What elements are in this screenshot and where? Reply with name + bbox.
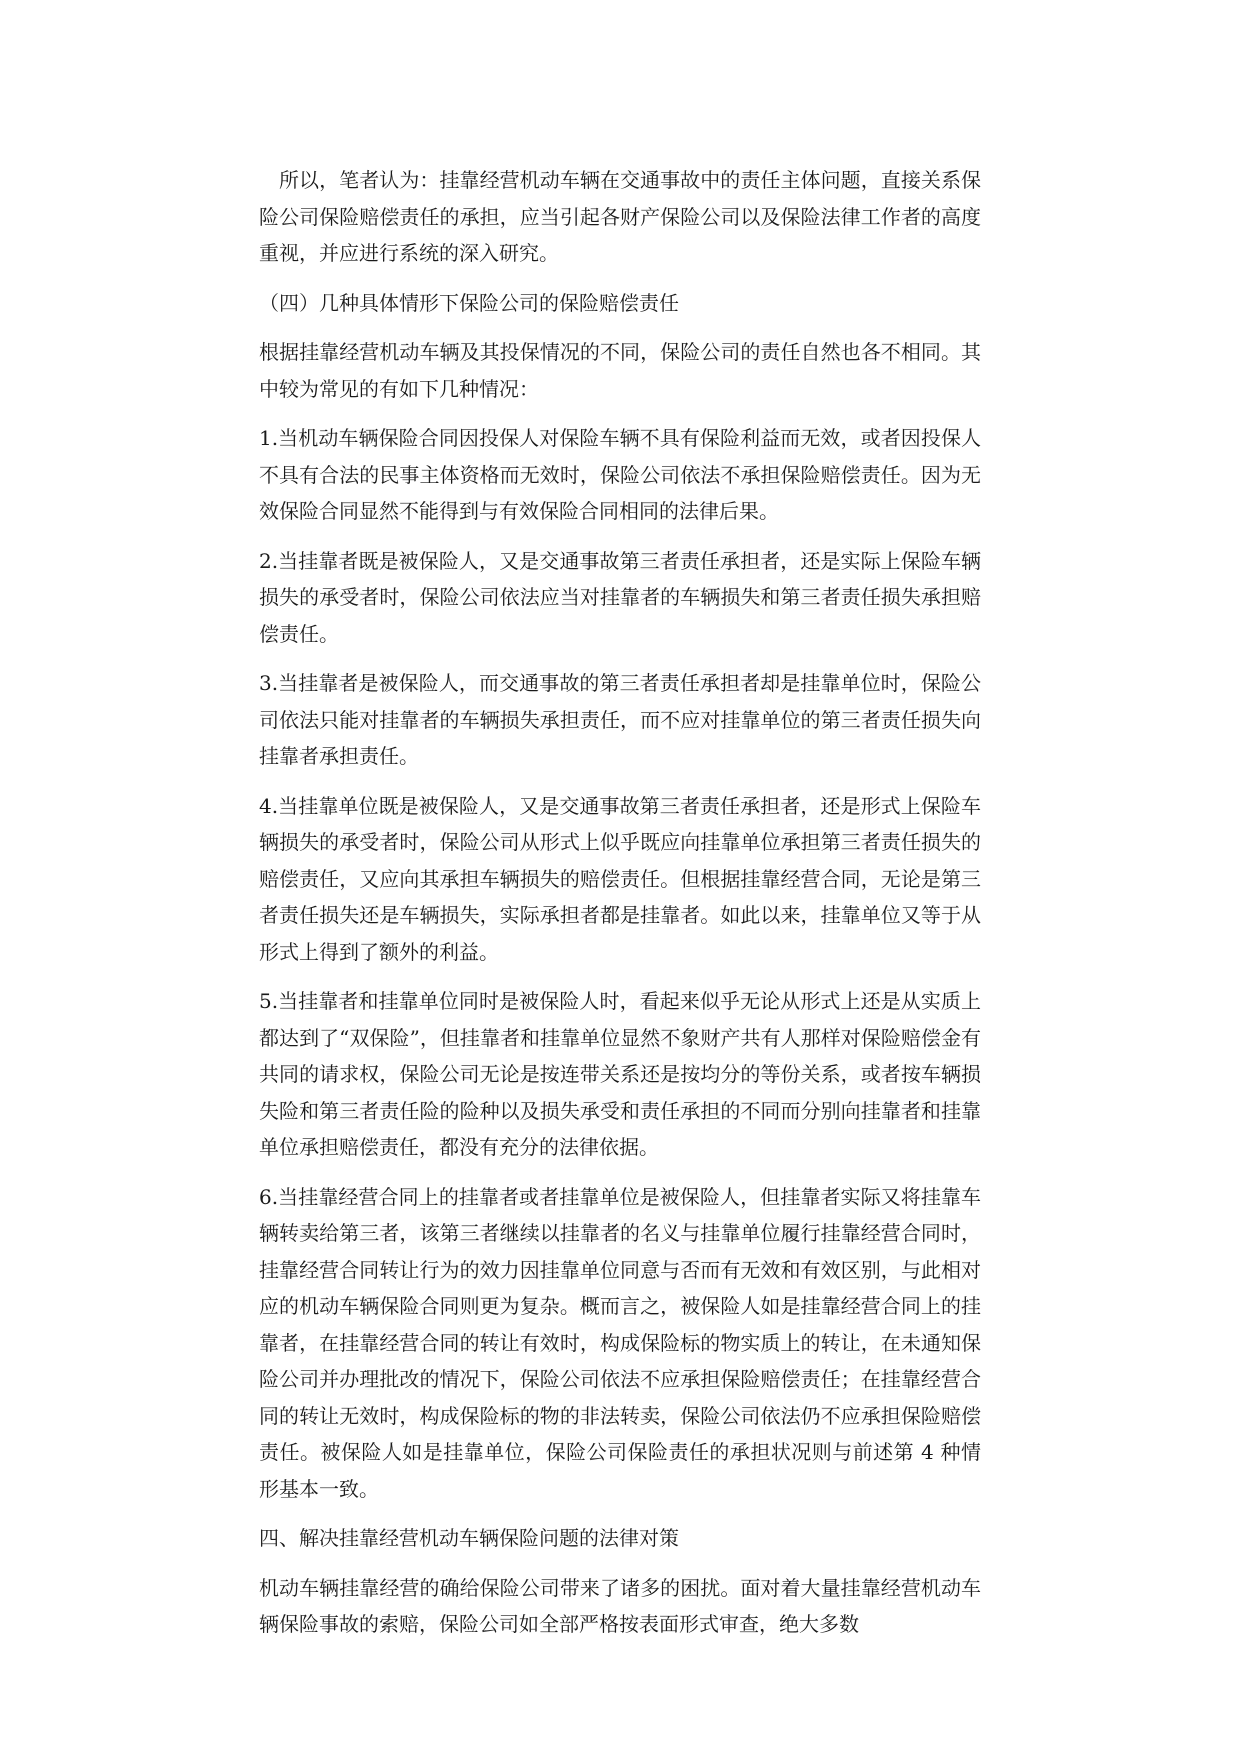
list-item-1: 1.当机动车辆保险合同因投保人对保险车辆不具有保险利益而无效，或者因投保人不具有合法的民事主体资格而无效时，保险公司依法不承担保险赔偿责任。因为无效保险合同显然不能得到与有效保险合同相同的法律后果。 (259, 426, 981, 523)
list-item-4: 4.当挂靠单位既是被保险人，又是交通事故第三者责任承担者，还是形式上保险车辆损失的承受者时，保险公司从形式上似乎既应向挂靠单位承担第三者责任损失的赔偿责任，又应向其承担车辆损失的赔偿责任。但根据挂靠经营合同，无论是第三者责任损失还是车辆损失，实际承担者都是挂靠者。如此以来，挂靠单位又等于从形式上得到了额外的利益。 (259, 793, 981, 964)
paragraph-intro: 根据挂靠经营机动车辆及其投保情况的不同，保险公司的责任自然也各不相同。其中较为常见的有如下几种情况： (259, 340, 981, 401)
document-body (259, 162, 981, 1656)
section-heading-4: （四）几种具体情形下保险公司的保险赔偿责任 (259, 290, 679, 315)
paragraph-conclusion: 所以，笔者认为：挂靠经营机动车辆在交通事故中的责任主体问题，直接关系保险公司保险赔偿责任的承担，应当引起各财产保险公司以及保险法律工作者的高度重视，并应进行系统的深入研究。 (259, 168, 981, 265)
paragraph-countermeasures: 机动车辆挂靠经营的确给保险公司带来了诸多的困扰。面对着大量挂靠经营机动车辆保险事故的索赔，保险公司如全部严格按表面形式审查，绝大多数 (259, 1575, 981, 1636)
list-item-6: 6.当挂靠经营合同上的挂靠者或者挂靠单位是被保险人，但挂靠者实际又将挂靠车辆转卖给第三者，该第三者继续以挂靠者的名义与挂靠单位履行挂靠经营合同时，挂靠经营合同转让行为的效力因挂靠单位同意与否而有无效和有效区别，与此相对应的机动车辆保险合同则更为复杂。概而言之，被保险人如是挂靠经营合同上的挂靠者，在挂靠经营合同的转让有效时，构成保险标的物实质上的转让，在未通知保险公司并办理批改的情况下，保险公司依法不应承担保险赔偿责任；在挂靠经营合同的转让无效时，构成保险标的物的非法转卖，保险公司依法仍不应承担保险赔偿责任。被保险人如是挂靠单位，保险公司保险责任的承担状况则与前述第 4 种情形基本一致。 (259, 1184, 981, 1501)
list-item-3: 3.当挂靠者是被保险人，而交通事故的第三者责任承担者却是挂靠单位时，保险公司依法只能对挂靠者的车辆损失承担责任，而不应对挂靠单位的第三者责任损失向挂靠者承担责任。 (259, 671, 981, 768)
list-item-5: 5.当挂靠者和挂靠单位同时是被保险人时，看起来似乎无论从形式上还是从实质上都达到了“双保险”，但挂靠者和挂靠单位显然不象财产共有人那样对保险赔偿金有共同的请求权，保险公司无论是按连带关系还是按均分的等份关系，或者按车辆损失险和第三者责任险的险种以及损失承受和责任承担的不同而分别向挂靠者和挂靠单位承担赔偿责任，都没有充分的法律依据。 (259, 989, 981, 1159)
list-item-2: 2.当挂靠者既是被保险人，又是交通事故第三者责任承担者，还是实际上保险车辆损失的承受者时，保险公司依法应当对挂靠者的车辆损失和第三者责任损失承担赔偿责任。 (259, 548, 981, 646)
chapter-heading-4: 四、解决挂靠经营机动车辆保险问题的法律对策 (259, 1526, 679, 1550)
